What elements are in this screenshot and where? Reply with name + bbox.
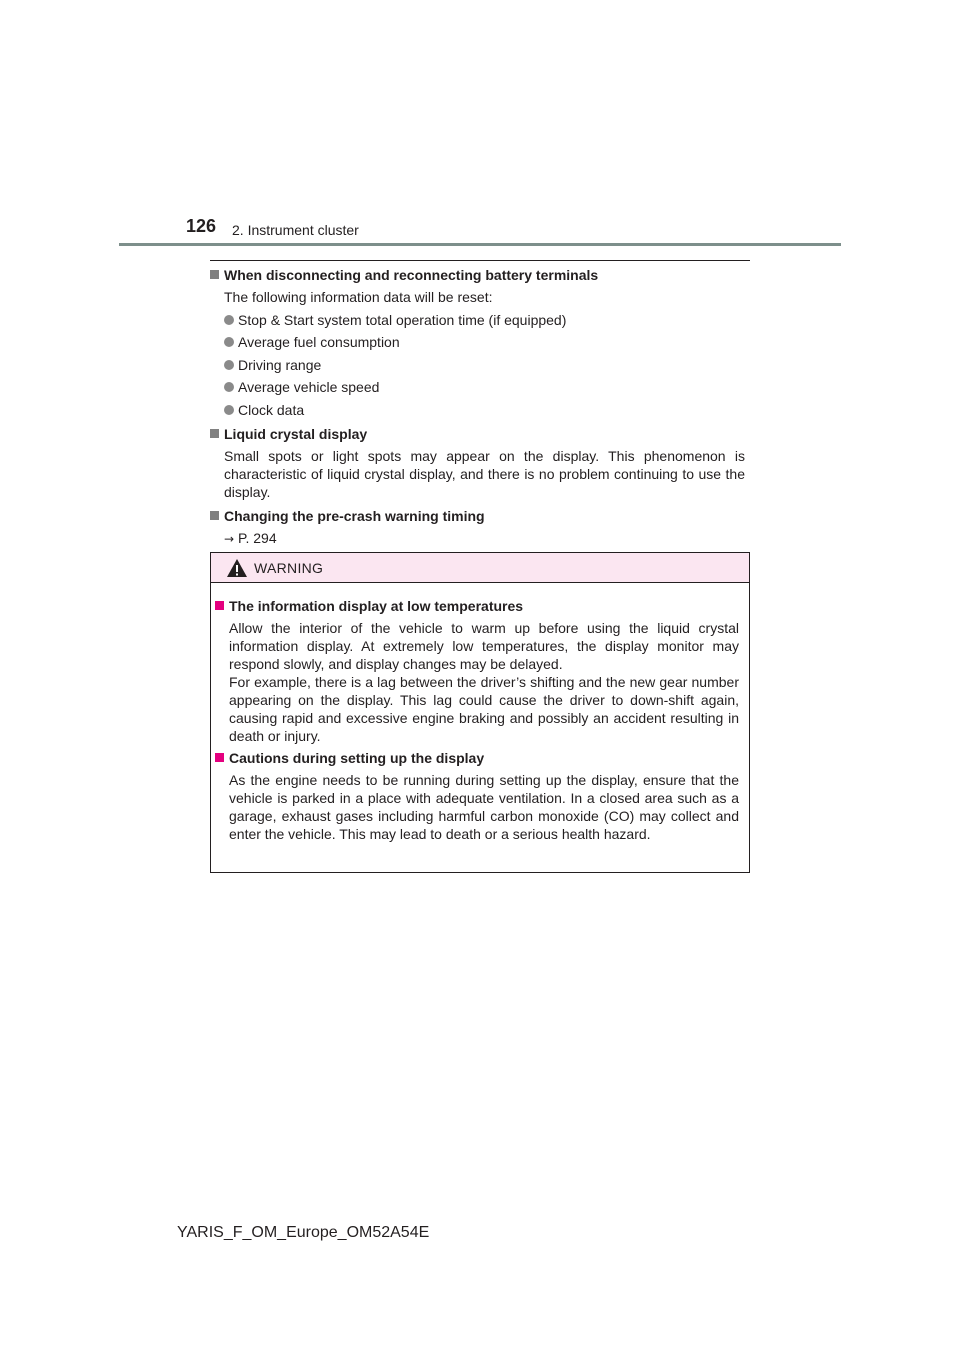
list-item: Driving range xyxy=(224,356,750,374)
section-battery xyxy=(210,266,750,419)
circle-bullet-icon xyxy=(224,360,234,370)
warning-heading: Cautions during setting up the display xyxy=(229,750,485,766)
header-rule xyxy=(119,243,841,246)
circle-bullet-icon xyxy=(224,405,234,415)
warning-item-low-temp xyxy=(215,597,739,745)
warning-box xyxy=(210,552,750,873)
list-item: Stop & Start system total operation time (if equipped) xyxy=(224,311,750,329)
list-item: Average vehicle speed xyxy=(224,378,750,396)
section-precrash xyxy=(210,507,750,548)
square-bullet-icon xyxy=(210,270,219,279)
page-reference-text[interactable]: P. 294 xyxy=(237,529,277,546)
circle-bullet-icon xyxy=(224,315,234,325)
warning-item-setup xyxy=(215,749,739,843)
reset-list xyxy=(210,311,750,419)
arrow-right-icon: → xyxy=(224,531,235,546)
section-heading: When disconnecting and reconnecting battery terminals xyxy=(224,267,599,283)
warning-body xyxy=(211,583,749,843)
warning-triangle-icon xyxy=(226,558,248,578)
warning-title: WARNING xyxy=(254,560,324,576)
section-text: Small spots or light spots may appear on the display. This phenomenon is characteristic of liquid crystal display, and there is no problem continuing to use the display. xyxy=(224,447,745,500)
warning-heading: The information display at low temperatures xyxy=(229,598,524,614)
circle-bullet-icon xyxy=(224,337,234,347)
list-item: Clock data xyxy=(224,401,750,419)
section-intro: The following information data will be reset: xyxy=(224,289,493,305)
circle-bullet-icon xyxy=(224,382,234,392)
section-heading: Liquid crystal display xyxy=(224,425,368,442)
chapter-title: 2. Instrument cluster xyxy=(232,222,359,238)
warning-text: Allow the interior of the vehicle to warm up before using the liquid crystal information display. At extremely low temperatures, the display monitor may respond slowly, and display changes may be delayed. For example, there is a lag between the driver’s shifting and the new gear number appearing on the display. This lag could cause the driver to down-shift again, causing rapid and excessive engine braking and possibly an accident resulting in death or injury. xyxy=(229,620,739,744)
page-reference[interactable] xyxy=(210,529,750,548)
warning-text: As the engine needs to be running during setting up the display, ensure that the vehicle is parked in a place with adequate ventilation. In a closed area such as a garage, exhaust gases including harmful carbon monoxide (CO) may collect and enter the vehicle. This may lead to death or a serious health hazard. xyxy=(229,772,739,842)
square-bullet-icon xyxy=(215,753,224,762)
main-content xyxy=(210,266,750,548)
square-bullet-icon xyxy=(215,601,224,610)
section-lcd xyxy=(210,425,750,501)
square-bullet-icon xyxy=(210,511,219,520)
page-number: 126 xyxy=(186,216,217,236)
warning-header xyxy=(211,553,749,583)
section-heading: Changing the pre-crash warning timing xyxy=(224,507,485,524)
square-bullet-icon xyxy=(210,429,219,438)
footer-doc-id: YARIS_F_OM_Europe_OM52A54E xyxy=(177,1224,430,1241)
list-item: Average fuel consumption xyxy=(224,333,750,351)
top-rule xyxy=(210,260,750,261)
